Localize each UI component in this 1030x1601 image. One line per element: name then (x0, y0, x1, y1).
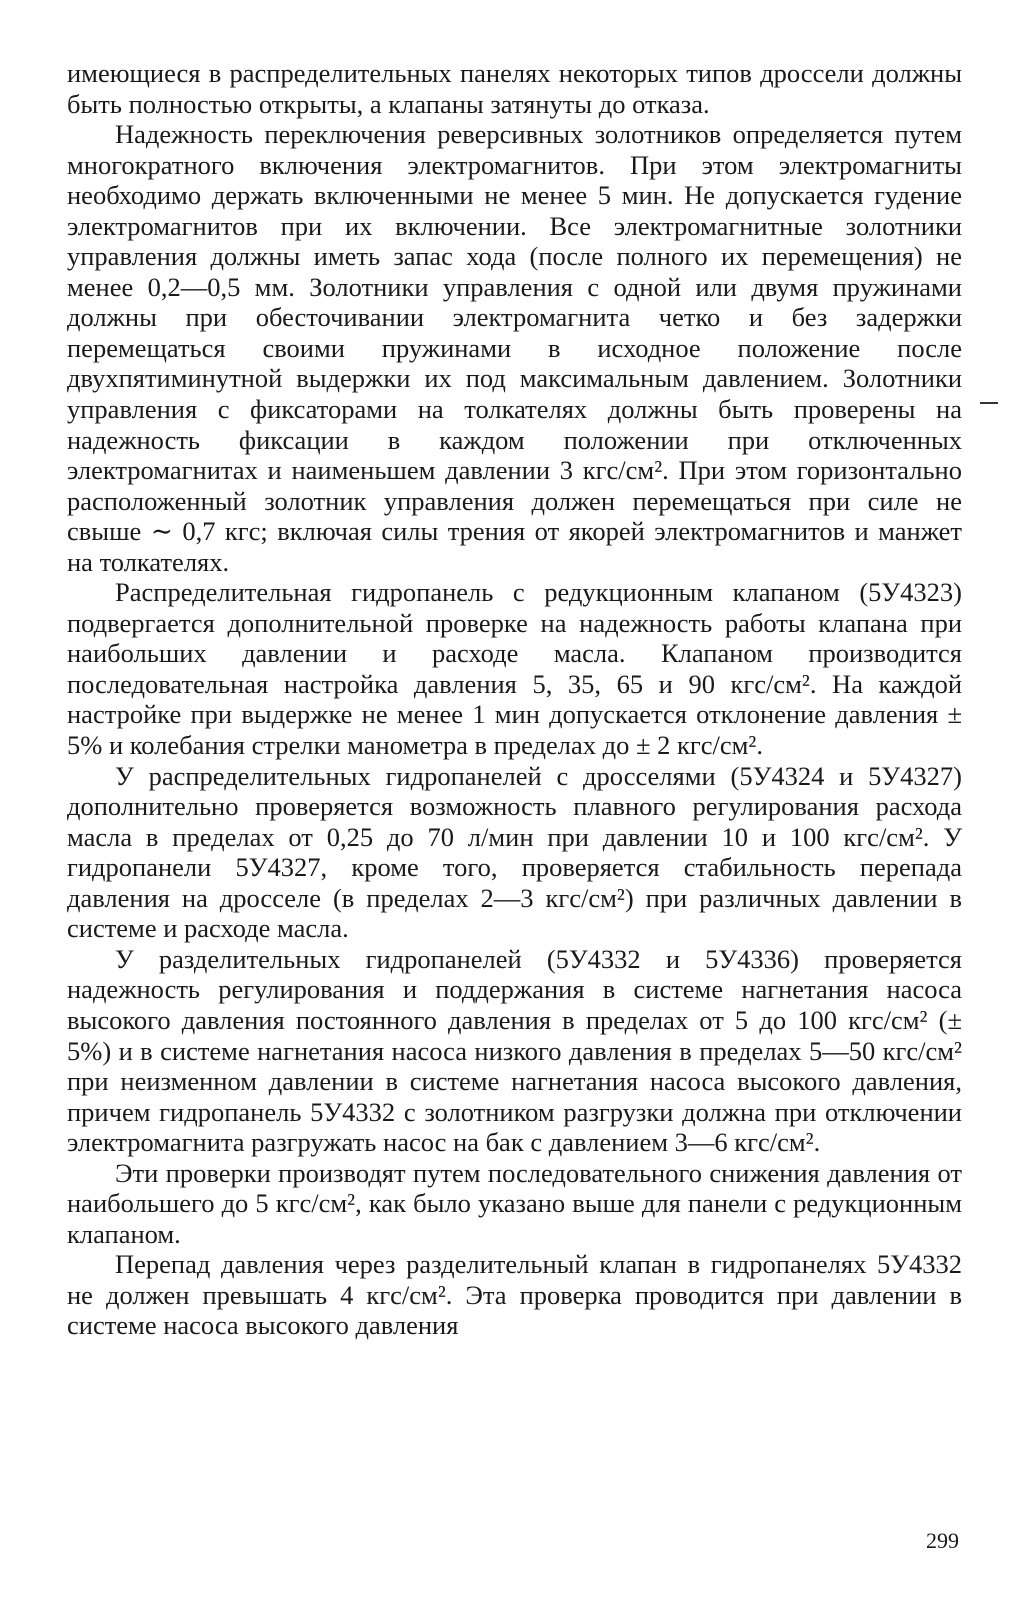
page-number: 299 (926, 1528, 959, 1553)
paragraph-3: Распределительная гидропанель с редукционным клапаном (5У4323) подвергается дополнительной проверке на надежность работы клапана при наибольших давлении и расходе масла. Клапаном производится последовательная настройка давления 5, 35, 65 и 90 кгс/см². На каждой настройке при выдержке не менее 1 мин допускается отклонение давления ± 5% и колебания стрелки манометра в пределах до ± 2 кгс/см². (67, 577, 962, 761)
page-text (67, 58, 962, 1341)
paragraph-5: У разделительных гидропанелей (5У4332 и 5У4336) проверяется надежность регулирования и поддержания в системе нагнетания насоса высокого давления постоянного давления в пределах от 5 до 100 кгс/см² (± 5%) и в системе нагнетания насоса низкого давления в пределах 5—50 кгс/см² при неизменном давлении в системе нагнетания насоса высокого давления, причем гидропанель 5У4332 с золотником разгрузки должна при отключении электромагнита разгружать насос на бак с давлением 3—6 кгс/см². (67, 943, 962, 1158)
paragraph-7: Перепад давления через разделительный клапан в гидропанелях 5У4332 не должен превышать 4 кгс/см². Эта проверка проводится при давлении в системе насоса высокого давления (67, 1249, 962, 1341)
paragraph-6: Эти проверки производят путем последовательного снижения давления от наибольшего до 5 кгс/см², как было указано выше для панели с редукционным клапаном. (67, 1157, 962, 1249)
paragraph-1: имеющиеся в распределительных панелях некоторых типов дроссели должны быть полностью открыты, а клапаны затянуты до отказа. (67, 58, 962, 119)
paragraph-4: У распределительных гидропанелей с дросселями (5У4324 и 5У4327) дополнительно проверяется возможность плавного регулирования расхода масла в пределах от 0,25 до 70 л/мин при давлении 10 и 100 кгс/см². У гидропанели 5У4327, кроме того, проверяется стабильность перепада давления на дросселе (в пределах 2—3 кгс/см²) при различных давлении в системе и расходе масла. (67, 760, 962, 944)
margin-mark (980, 402, 998, 404)
paragraph-2: Надежность переключения реверсивных золотников определяется путем многократного включения электромагнитов. При этом электромагниты необходимо держать включенными не менее 5 мин. Не допускается гудение электромагнитов при их включении. Все электромагнитные золотники управления должны иметь запас хода (после полного их перемещения) не менее 0,2—0,5 мм. Золотники управления с одной или двумя пружинами должны при обесточивании электромагнита четко и без задержки перемещаться своими пружинами в исходное положение после двухпятиминутной выдержки их под максимальным давлением. Золотники управления с фиксаторами на толкателях должны быть проверены на надежность фиксации в каждом положении при отключенных электромагнитах и наименьшем давлении 3 кгс/см². При этом горизонтально расположенный золотник управления должен перемещаться при силе не свыше ∼ 0,7 кгс; включая силы трения от якорей электромагнитов и манжет на толкателях. (67, 119, 962, 577)
